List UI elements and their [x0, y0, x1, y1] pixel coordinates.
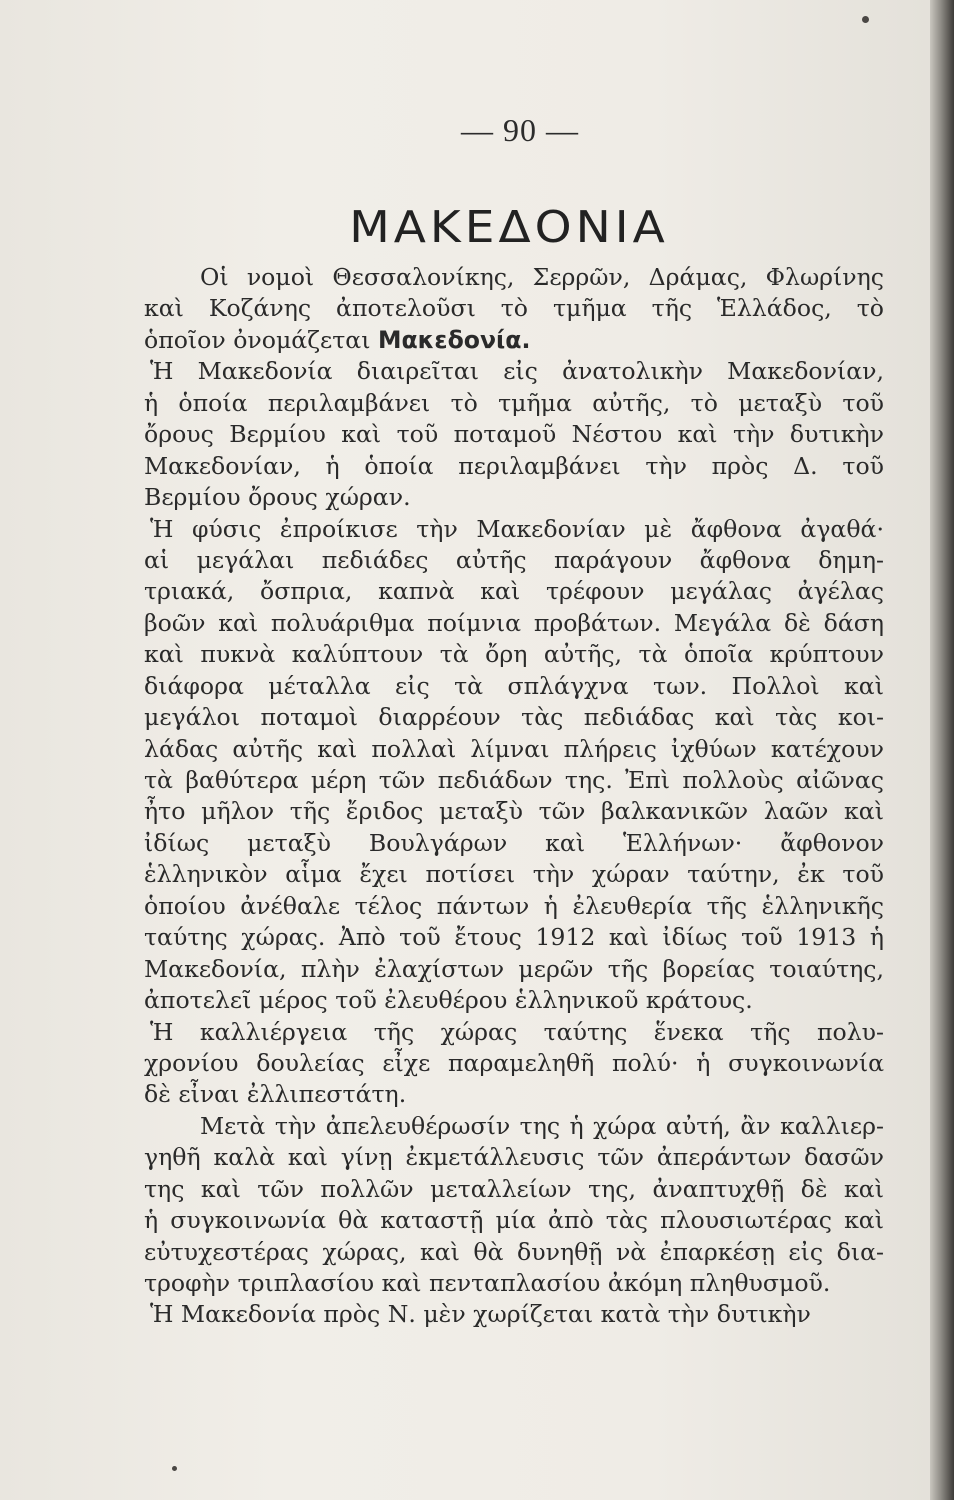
text-line: τριακά, ὄσπρια, καπνὰ καὶ τρέφουν μεγάλας ἀγέλας	[144, 577, 884, 606]
text-line: δὲ εἶναι ἐλλιπεστάτη.	[144, 1080, 407, 1109]
text-line: Ἡ Μακεδονία πρὸς Ν. μὲν χωρίζεται κατὰ τὴν δυτικὴν	[150, 1300, 811, 1329]
ink-speck	[862, 16, 869, 23]
text-line: διάφορα μέταλλα εἰς τὰ σπλάγχνα των. Πολλοὶ καὶ	[144, 671, 884, 700]
text-line: ὄρους Βερμίου καὶ τοῦ ποταμοῦ Νέστου καὶ τὴν δυτικὴν	[144, 420, 884, 449]
paragraph-3	[144, 514, 884, 1017]
text-line: της καὶ τῶν πολλῶν μεταλλείων της, ἀναπτυχθῇ δὲ καὶ	[144, 1174, 884, 1203]
text-line: καὶ Κοζάνης ἀποτελοῦσι τὸ τμῆμα τῆς Ἑλλάδος, τὸ	[144, 294, 884, 323]
text-line: τροφὴν τριπλασίου καὶ πενταπλασίου ἀκόμη πληθυσμοῦ.	[144, 1269, 831, 1297]
text-line: ἡ ὁποία περιλαμβάνει τὸ τμῆμα αὐτῆς, τὸ μεταξὺ τοῦ	[144, 388, 884, 417]
text-segment: ὁποῖον ὀνομάζεται	[144, 325, 378, 354]
text-line: ἀποτελεῖ μέρος τοῦ ἐλευθέρου ἑλληνικοῦ κράτους.	[144, 986, 753, 1015]
text-line: ἑλληνικὸν αἷμα ἔχει ποτίσει τὴν χώραν ταύτην, ἐκ τοῦ	[144, 860, 884, 889]
text-line: λάδας αὐτῆς καὶ πολλαὶ λίμναι πλήρεις ἰχθύων κατέχουν	[144, 734, 884, 763]
text-line: Βερμίου ὄρους χώραν.	[144, 483, 411, 512]
paragraph-6	[144, 1299, 884, 1330]
text-line: ὁποίου ἀνέθαλε τέλος πάντων ἡ ἐλευθερία τῆς ἑλληνικῆς	[144, 891, 884, 920]
paragraph-2	[144, 356, 884, 513]
paragraph-1	[144, 262, 884, 356]
paragraph-4	[144, 1017, 884, 1111]
text-line: ταύτης χώρας. Ἀπὸ τοῦ ἔτους 1912 καὶ ἰδίως τοῦ 1913 ἡ	[144, 923, 884, 952]
ink-speck-bottom	[172, 1466, 177, 1471]
text-line: καὶ πυκνὰ καλύπτουν τὰ ὄρη αὐτῆς, τὰ ὁποῖα κρύπτουν	[144, 640, 884, 669]
text-line: Μετὰ τὴν ἀπελευθέρωσίν της ἡ χώρα αὐτή, ἂν καλλιερ-	[200, 1111, 884, 1140]
text-line: Οἱ νομοὶ Θεσσαλονίκης, Σερρῶν, Δράμας, Φλωρίνης	[200, 263, 884, 291]
paragraph-5	[144, 1111, 884, 1300]
text-line: τὰ βαθύτερα μέρη τῶν πεδιάδων της. Ἐπὶ πολλοὺς αἰῶνας	[144, 766, 884, 794]
text-line: Ἡ Μακεδονία διαιρεῖται εἰς ἀνατολικὴν Μακεδονίαν,	[150, 357, 884, 386]
body-text	[144, 262, 884, 1331]
text-line: εὐτυχεστέρας χώρας, καὶ θὰ δυνηθῇ νὰ ἐπαρκέσῃ εἰς δια-	[144, 1237, 884, 1266]
text-line: γηθῆ καλὰ καὶ γίνῃ ἐκμετάλλευσις τῶν ἀπεράντων δασῶν	[144, 1143, 884, 1172]
page-number: — 90 —	[461, 112, 579, 148]
text-line: Μακεδονίαν, ἡ ὁποία περιλαμβάνει τὴν πρὸς Δ. τοῦ	[144, 451, 884, 480]
chapter-title: ΜΑΚΕΔΟΝΙΑ	[349, 202, 669, 253]
text-line: ἦτο μῆλον τῆς ἔριδος μεταξὺ τῶν βαλκανικῶν λαῶν καὶ	[144, 797, 884, 826]
binding-edge	[930, 0, 954, 1500]
text-line: ἡ συγκοινωνία θὰ καταστῇ μία ἀπὸ τὰς πλουσιωτέρας καὶ	[144, 1206, 884, 1235]
bold-term: Μακεδονία.	[377, 325, 531, 354]
text-line: αἱ μεγάλαι πεδιάδες αὐτῆς παράγουν ἄφθονα δημη-	[144, 545, 884, 574]
text-line	[144, 325, 884, 356]
text-line: ἰδίως μεταξὺ Βουλγάρων καὶ Ἑλλήνων· ἄφθονον	[144, 828, 884, 857]
text-line: μεγάλοι ποταμοὶ διαρρέουν τὰς πεδιάδας καὶ τὰς κοι-	[144, 703, 884, 732]
text-line: Ἡ φύσις ἐπροίκισε τὴν Μακεδονίαν μὲ ἄφθονα ἀγαθά·	[150, 514, 884, 543]
text-line: Μακεδονία, πλὴν ἐλαχίστων μερῶν τῆς βορείας τοιαύτης,	[144, 954, 884, 983]
text-line: χρονίου δουλείας εἶχε παραμεληθῆ πολύ· ἡ συγκοινωνία	[144, 1048, 884, 1077]
text-line: Ἡ καλλιέργεια τῆς χώρας ταύτης ἕνεκα τῆς πολυ-	[150, 1017, 884, 1046]
text-line: βοῶν καὶ πολυάριθμα ποίμνια προβάτων. Μεγάλα δὲ δάση	[144, 608, 884, 637]
